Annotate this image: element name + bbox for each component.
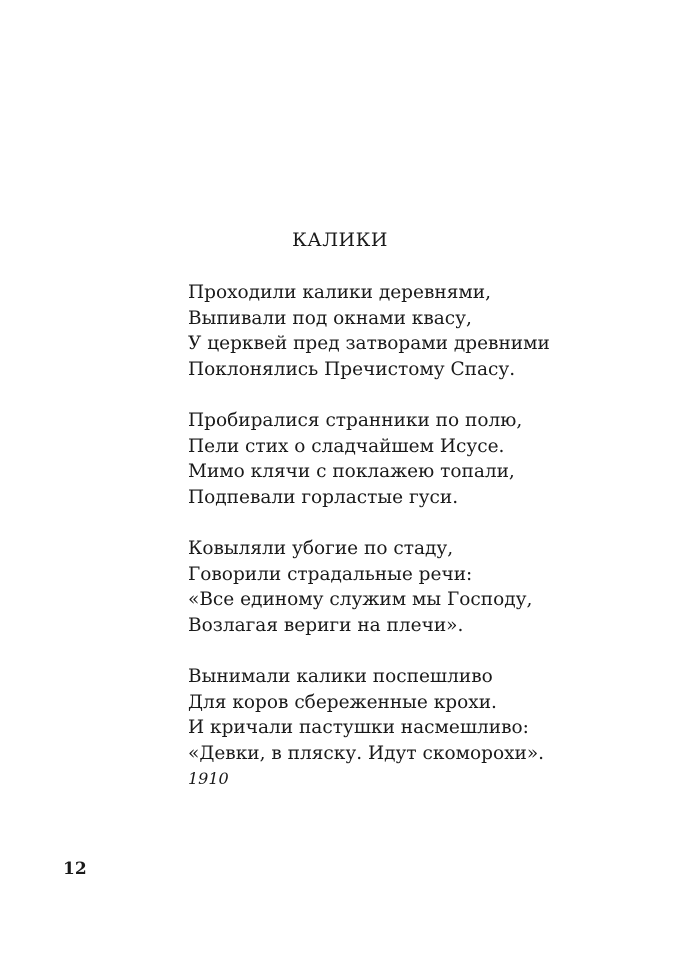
poem-line: Проходили калики деревнями, (188, 282, 491, 303)
poem-line: Возлагая вериги на плечи». (188, 614, 464, 636)
poem-title: КАЛИКИ (292, 229, 388, 251)
poem-line: Ковыляли убогие по стаду, (188, 538, 454, 559)
poem-line: Пробиралися странники по полю, (188, 410, 523, 431)
poem-line: «Все единому служим мы Господу, (188, 589, 533, 610)
poem-line: Вынимали калики поспешливо (188, 666, 493, 687)
stanza-1 (188, 280, 648, 382)
poem-line: И кричали пастушки насмешливо: (188, 717, 529, 738)
poem-line: Говорили страдальные речи: (188, 563, 473, 585)
poem-date: 1910 (188, 769, 229, 788)
page-number: 12 (63, 859, 87, 879)
stanza-2 (188, 408, 648, 510)
poem-line: У церквей пред затворами древними (188, 333, 550, 354)
poem-line: Пели стих о сладчайшем Исусе. (188, 435, 505, 457)
poem-body (188, 280, 648, 792)
poem-line: Подпевали горластые гуси. (188, 486, 459, 508)
poem-line: Мимо клячи с поклажею топали, (188, 461, 515, 482)
poem-line: Поклонялись Пречистому Спасу. (188, 358, 516, 380)
stanza-4 (188, 664, 648, 766)
poem-line: Выпивали под окнами квасу, (188, 307, 472, 329)
stanza-3 (188, 536, 648, 638)
poem-line: «Девки, в пляску. Идут скоморохи». (188, 742, 545, 764)
poem-line: Для коров сбереженные крохи. (188, 691, 497, 713)
